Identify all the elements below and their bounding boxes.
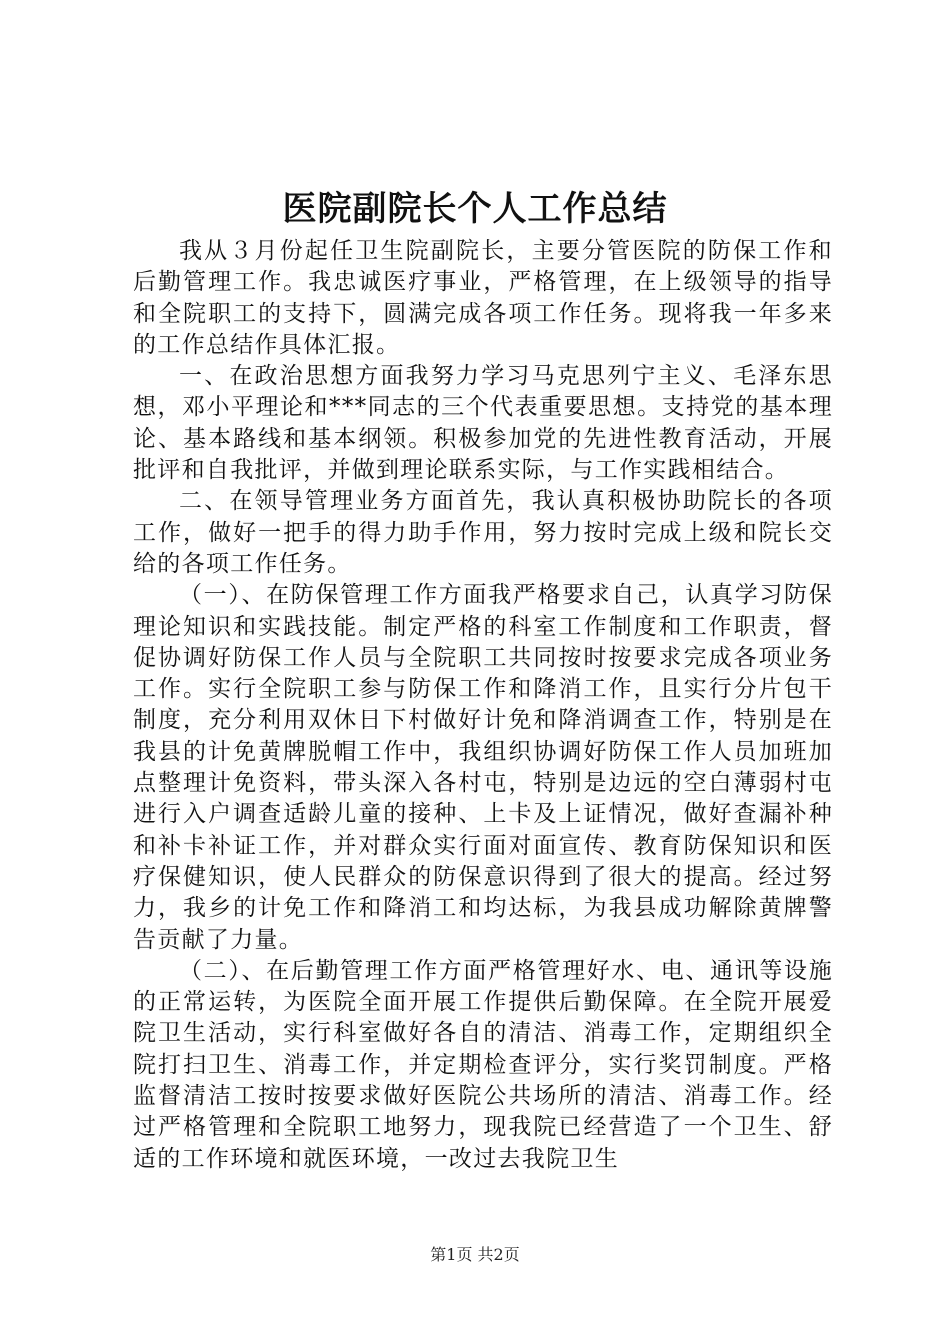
paragraph-political: 一、在政治思想方面我努力学习马克思列宁主义、毛泽东思想，邓小平理论和***同志的三个代表重要思想。支持党的基本理论、基本路线和基本纲领。积极参加党的先进性教育活动，开展批评和自我批评，并做到理论联系实际，与工作实践相结合。 <box>133 363 833 484</box>
paragraph-prevention: （一）、在防保管理工作方面我严格要求自己，认真学习防保理论知识和实践技能。制定严格的科室工作制度和工作职责，督促协调好防保工作人员与全院职工共同按时按要求完成各项业务工作。实行全院职工参与防保工作和降消工作，且实行分片包干制度，充分利用双休日下村做好计免和降消调查工作，特别是在我县的计免黄牌脱帽工作中，我组织协调好防保工作人员加班加点整理计免资料，带头深入各村屯，特别是边远的空白薄弱村屯进行入户调查适龄儿童的接种、上卡及上证情况，做好查漏补种和补卡补证工作，并对群众实行面对面宣传、教育防保知识和医疗保健知识，使人民群众的防保意识得到了很大的提高。经过努力，我乡的计免工作和降消工和均达标，为我县成功解除黄牌警告贡献了力量。 <box>133 582 833 953</box>
paragraph-leadership: 二、在领导管理业务方面首先，我认真积极协助院长的各项工作，做好一把手的得力助手作用，努力按时完成上级和院长交给的各项工作任务。 <box>133 488 833 577</box>
page-number: 第1页 共2页 <box>430 1245 520 1264</box>
paragraph-intro: 我从３月份起任卫生院副院长，主要分管医院的防保工作和后勤管理工作。我忠诚医疗事业，严格管理，在上级领导的指导和全院职工的支持下，圆满完成各项工作任务。现将我一年多来的工作总结作具体汇报。 <box>133 238 833 358</box>
paragraph-logistics: （二）、在后勤管理工作方面严格管理好水、电、通讯等设施的正常运转，为医院全面开展工作提供后勤保障。在全院开展爱院卫生活动，实行科室做好各自的清洁、消毒工作，定期组织全院打扫卫生、消毒工作，并定期检查评分，实行奖罚制度。严格监督清洁工按时按要求做好医院公共场所的清洁、消毒工作。经过严格管理和全院职工地努力，现我院已经营造了一个卫生、舒适的工作环境和就医环境，一改过去我院卫生 <box>133 957 833 1172</box>
document-body <box>133 236 833 1175</box>
document-title: 医院副院长个人工作总结 <box>282 189 668 229</box>
